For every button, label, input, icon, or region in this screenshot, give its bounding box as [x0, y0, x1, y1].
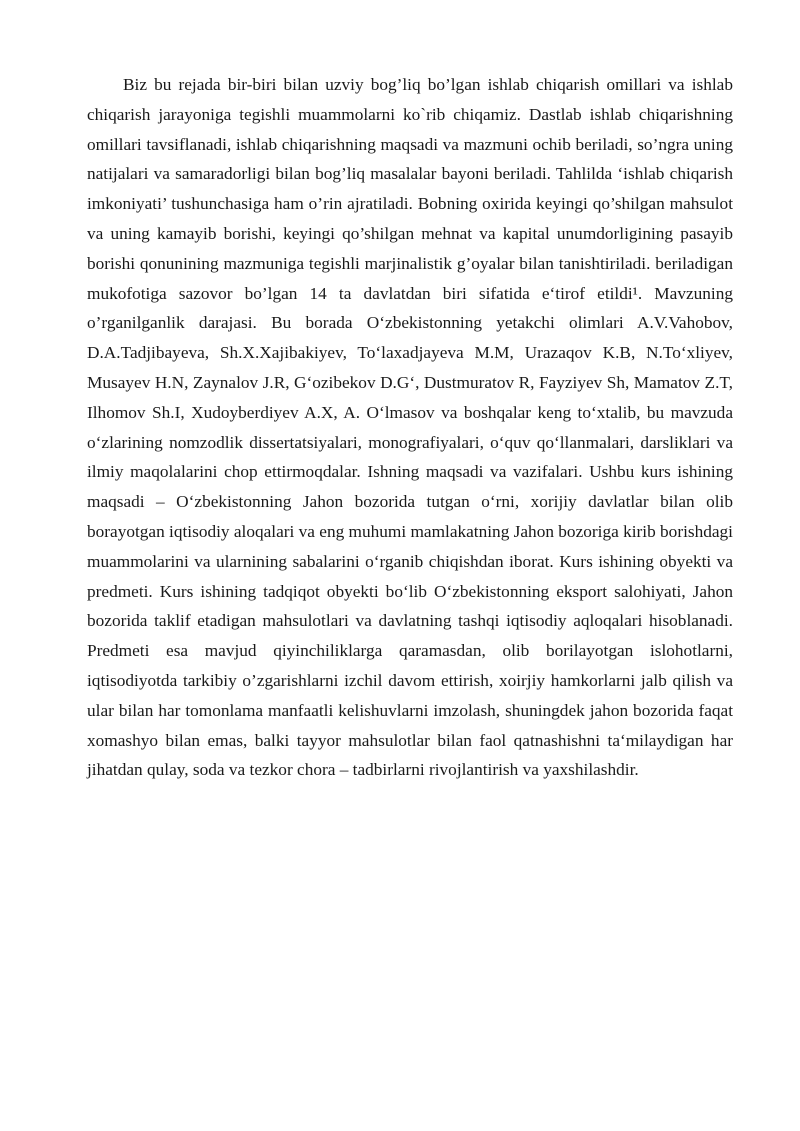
body-paragraph: Biz bu rejada bir-biri bilan uzviy bog’liq bo’lgan ishlab chiqarish omillari va ishlab chiqarish jarayoniga tegishli muammolarni ko`rib chiqamiz. Dastlab ishlab chiqarishning omillari tavsiflanadi, ishlab chiqarishning maqsadi va mazmuni ochib beriladi, so’ngra uning natijalari va samaradorligi bilan bog’liq masalalar bayoni beriladi. Tahlilda ‘ishlab chiqarish imkoniyati’ tushunchasiga ham o’rin ajratiladi. Bobning oxirida keyingi qo’shilgan mahsulot va uning kamayib borishi, keyingi qo’shilgan mehnat va kapital unumdorligining pasayib borishi qonunining mazmuniga tegishli marjinalistik g’oyalar bilan tanishtiriladi. beriladigan mukofotiga sazovor bo’lgan 14 ta davlatdan biri sifatida e‘tirof etildi¹. Mavzuning o’rganilganlik darajasi. Bu borada O‘zbekistonning yetakchi olimlari A.V.Vahobov, D.A.Tadjibayeva, Sh.X.Xajibakiyev, To‘laxadjayeva M.M, Urazaqov K.B, N.To‘xliyev, Musayev H.N, Zaynalov J.R, G‘ozibekov D.G‘, Dustmuratov R, Fayziyev Sh, Mamatov Z.T, Ilhomov Sh.I, Xudoyberdiyev A.X, A. O‘lmasov va boshqalar keng to‘xtalib, bu mavzuda o‘zlarining nomzodlik dissertatsiyalari, monografiyalari, o‘quv qo‘llanmalari, darsliklari va ilmiy maqolalarini chop ettirmoqdalar. Ishning maqsadi va vazifalari. Ushbu kurs ishining maqsadi – O‘zbekistonning Jahon bozorida tutgan o‘rni, xorijiy davlatlar bilan olib borayotgan iqtisodiy aloqalari va eng muhumi mamlakatning Jahon bozoriga kirib borishdagi muammolarini va ularnining sabalarini o‘rganib chiqishdan iborat. Kurs ishining obyekti va predmeti. Kurs ishining tadqiqot obyekti bo‘lib O‘zbekistonning eksport salohiyati, Jahon bozorida taklif etadigan mahsulotlari va davlatning tashqi iqtisodiy aqloqalari hisoblanadi. Predmeti esa mavjud qiyinchiliklarga qaramasdan, olib borilayotgan islohotlarni, iqtisodiyotda tarkibiy o’zgarishlarni izchil davom ettirish, xoirjiy hamkorlarni jalb qilish va ular bilan har tomonlama manfaatli kelishuvlarni imzolash, shuningdek jahon bozorida faqat xomashyo bilan emas, balki tayyor mahsulotlar bilan faol qatnashishni ta‘milaydigan har jihatdan qulay, soda va tezkor chora – tadbirlarni rivojlantirish va yaxshilashdir. [87, 75, 733, 780]
